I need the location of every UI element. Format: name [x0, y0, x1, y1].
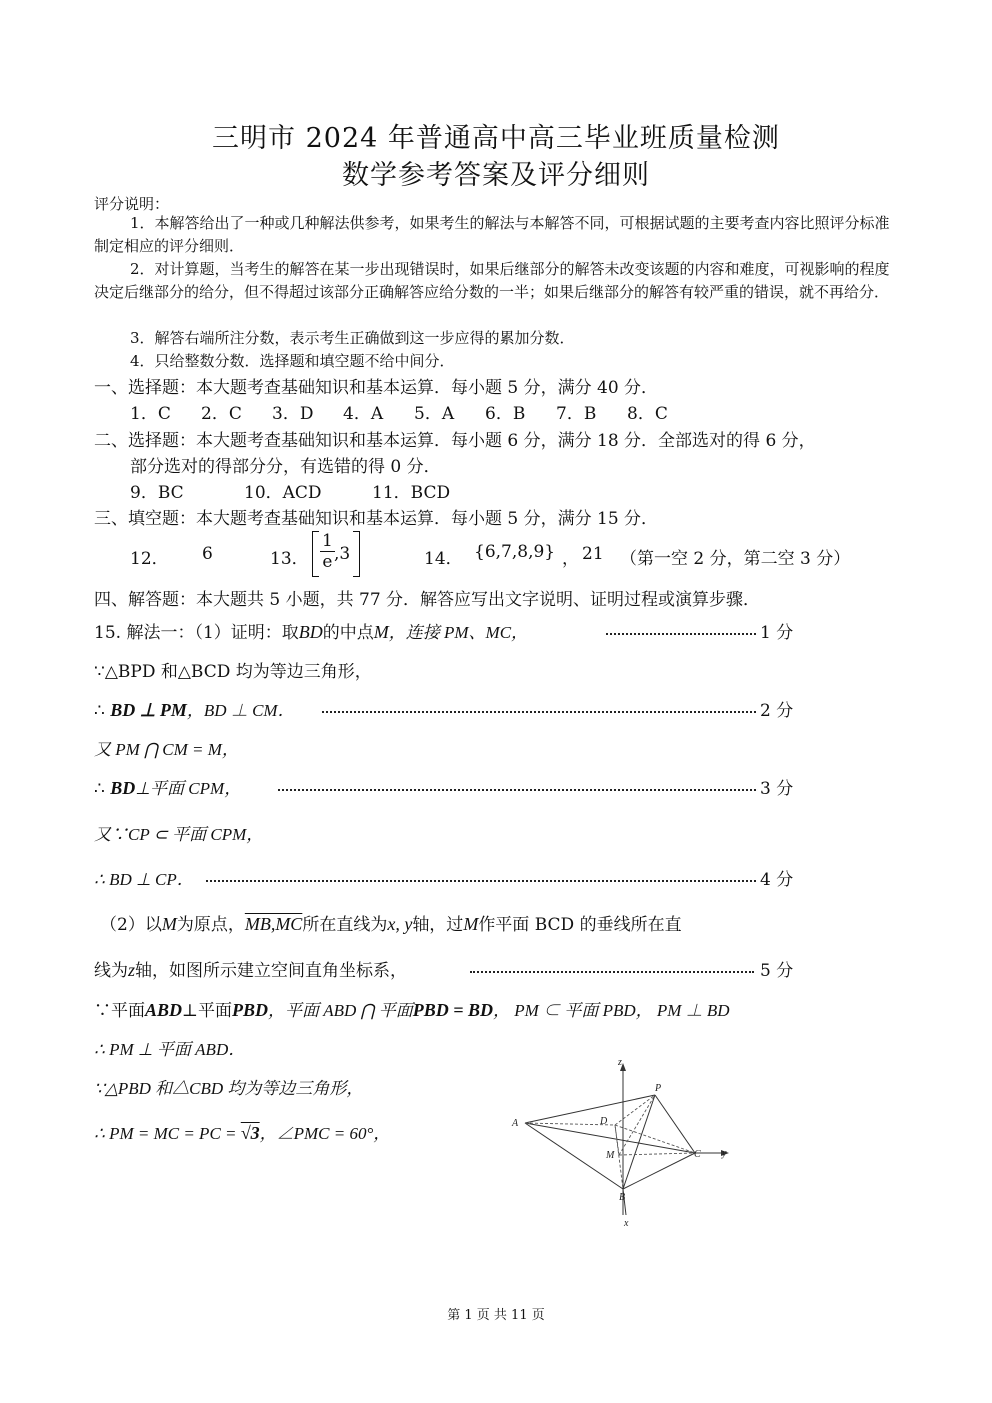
- q12-value: 6: [202, 544, 213, 564]
- label-y: y: [722, 1148, 727, 1159]
- sol-math: PBD = BD: [412, 1000, 494, 1020]
- q14-value2: 21: [582, 544, 604, 564]
- section2-heading: 二、选择题：本大题考查基础知识和基本运算．每小题 6 分，满分 18 分．全部选对的得 6 分，: [94, 431, 816, 451]
- sol-text: （2）以: [100, 915, 162, 935]
- doc-title-line1: 三明市 2024 年普通高中高三毕业班质量检测: [212, 123, 780, 154]
- sqrt-3: √3: [240, 1123, 260, 1143]
- sol-math: M: [373, 622, 389, 642]
- right-bracket: [353, 531, 360, 577]
- sol-text: ∵平面: [94, 1001, 145, 1021]
- sol-text: ，连接 PM、MC，: [388, 623, 529, 642]
- score-3: 3 分: [760, 779, 794, 799]
- sol15-line10: [94, 996, 730, 1021]
- answer-item: 6．B: [485, 404, 526, 424]
- sol-math: M: [463, 914, 479, 934]
- score-leader: [206, 880, 756, 882]
- score-5: 5 分: [760, 961, 794, 981]
- sol15-line7: ∴ BD ⊥ CP．: [94, 870, 194, 889]
- label-D: D: [600, 1116, 608, 1127]
- q13-numerator: 1: [322, 531, 333, 551]
- section1-heading: 一、选择题：本大题考查基础知识和基本运算．每小题 5 分，满分 40 分．: [94, 378, 659, 398]
- label-x: x: [624, 1218, 629, 1229]
- answer-item: 10．ACD: [244, 483, 322, 503]
- sol15-line6: 又∵CP ⊂ 平面 CPM，: [94, 825, 264, 844]
- label-M: M: [606, 1150, 615, 1161]
- label-A: A: [512, 1118, 519, 1129]
- sol-text: ∴: [94, 779, 105, 799]
- answer-item: 11．BCD: [372, 483, 451, 503]
- sol-math: BD: [110, 778, 136, 798]
- q12-label: 12．: [130, 549, 169, 569]
- answer-item: 8．C: [627, 404, 668, 424]
- section2-answers: [130, 478, 472, 503]
- sol-math: ABD: [145, 1000, 183, 1020]
- score-2: 2 分: [760, 701, 794, 721]
- score-1: 1 分: [760, 623, 794, 643]
- sol-math: BD ⊥ PM: [110, 700, 187, 720]
- sol-text: ， PM ⊂ 平面 PBD， PM ⊥ BD: [493, 1001, 730, 1020]
- note-4: 4．只给整数分数．选择题和填空题不给中间分．: [130, 352, 455, 370]
- score-4: 4 分: [760, 870, 794, 890]
- answer-item: 5．A: [414, 404, 455, 424]
- section1-answers: [130, 399, 687, 424]
- sol-text: ⊥平面 CPM，: [135, 779, 242, 798]
- sol-text: 轴，如图所示建立空间直角坐标系，: [135, 961, 408, 981]
- q13-label: 13．: [270, 549, 309, 569]
- sol-text: ，BD ⊥ CM．: [186, 701, 295, 720]
- edge-AP: [525, 1095, 655, 1123]
- sol-math: BD: [298, 622, 323, 642]
- score-leader: [606, 633, 756, 635]
- note-3: 3．解答右端所注分数，表示考生正确做到这一步应得的累加分数．: [130, 329, 575, 347]
- q14-value: {6,7,8,9}: [474, 542, 556, 562]
- sol15-line4: 又 PM ⋂ CM = M，: [94, 740, 239, 759]
- sol-text: 作平面 BCD 的垂线所在直: [478, 915, 682, 935]
- answer-item: 7．B: [556, 404, 597, 424]
- label-P: P: [655, 1083, 662, 1094]
- sol15-line13: [94, 1119, 390, 1144]
- sol-text: ∴: [94, 701, 105, 721]
- sol15-line2: ∵△BPD 和△BCD 均为等边三角形，: [94, 662, 372, 682]
- sol-text: ⊥平面: [182, 1001, 233, 1021]
- q14-note: （第一空 2 分，第二空 3 分）: [620, 549, 851, 569]
- page-footer: 第 1 页 共 11 页: [447, 1308, 545, 1323]
- answer-item: 1．C: [130, 404, 171, 424]
- edge-DC: [615, 1125, 695, 1153]
- sol-math: x, y: [387, 914, 413, 934]
- edge-AC: [525, 1123, 695, 1153]
- sol-text: ，平面 ABD ⋂ 平面: [268, 1001, 413, 1020]
- section3-heading: 三、填空题：本大题考查基础知识和基本运算．每小题 5 分，满分 15 分．: [94, 509, 659, 529]
- q14-label: 14．: [424, 549, 463, 569]
- section2-heading-cont: 部分选对的得部分分，有选错的得 0 分．: [130, 457, 441, 477]
- q14-sep: ，: [562, 549, 579, 569]
- sol-text: 轴，过: [412, 915, 464, 935]
- label-z: z: [618, 1057, 622, 1068]
- sol15-line12: ∵△PBD 和△CBD 均为等边三角形，: [94, 1079, 364, 1098]
- score-leader: [278, 789, 756, 791]
- edge-PC: [655, 1095, 695, 1153]
- sol15-line8: [100, 910, 682, 935]
- q13-denominator: e: [322, 552, 333, 572]
- sol-text: 所在直线为: [302, 915, 388, 935]
- sol-text: 为原点，: [176, 915, 245, 935]
- section4-heading: 四、解答题：本大题共 5 小题，共 77 分．解答应写出文字说明、证明过程或演算步骤．: [94, 590, 761, 610]
- note-1: 1．本解答给出了一种或几种解法供参考，如果考生的解法与本解答不同，可根据试题的主要考查内容比照评分标准制定相应的评分细则．: [94, 214, 890, 255]
- label-B: B: [619, 1192, 626, 1203]
- doc-title-line2: 数学参考答案及评分细则: [342, 160, 650, 191]
- sol-text: ，∠PMC = 60°，: [259, 1124, 391, 1143]
- sol-text: 15. 解法一：（1）证明：取: [94, 623, 299, 643]
- sol15-line9: [94, 956, 407, 981]
- sol15-line1: [94, 618, 528, 643]
- edge-MP: [619, 1095, 655, 1155]
- label-C: C: [694, 1149, 701, 1160]
- left-bracket: [312, 531, 319, 577]
- q13-rest: ,3: [334, 544, 351, 564]
- sol-math: z: [128, 960, 136, 980]
- sol15-line3: [94, 696, 295, 721]
- sol15-line5: [94, 774, 241, 799]
- score-leader: [322, 711, 756, 713]
- edge-MC: [619, 1153, 695, 1155]
- answer-item: 4．A: [343, 404, 384, 424]
- sol-text: 的中点: [322, 623, 374, 643]
- sol15-line11: ∴ PM ⊥ 平面 ABD．: [94, 1040, 246, 1059]
- sol-math: M: [161, 914, 177, 934]
- sol-text: 线为: [94, 961, 128, 981]
- notes-heading: 评分说明：: [94, 195, 170, 213]
- answer-item: 3．D: [272, 404, 314, 424]
- vector-mb-mc: MB,MC: [244, 914, 303, 934]
- answer-item: 9．BC: [130, 483, 184, 503]
- sol-math: PBD: [232, 1000, 269, 1020]
- answer-item: 2．C: [201, 404, 242, 424]
- q13-fraction: [320, 531, 335, 572]
- sol-text: ∴ PM = MC = PC =: [94, 1124, 237, 1143]
- geometry-figure: [505, 1055, 745, 1235]
- score-leader: [470, 971, 754, 973]
- note-2: 2．对计算题，当考生的解答在某一步出现错误时，如果后继部分的解答未改变该题的内容和难度，可视影响的程度决定后继部分的给分，但不得超过该部分正确解答应给分数的一半；如果后继部分的解答有较严重的错误，就不再给分．: [94, 260, 890, 301]
